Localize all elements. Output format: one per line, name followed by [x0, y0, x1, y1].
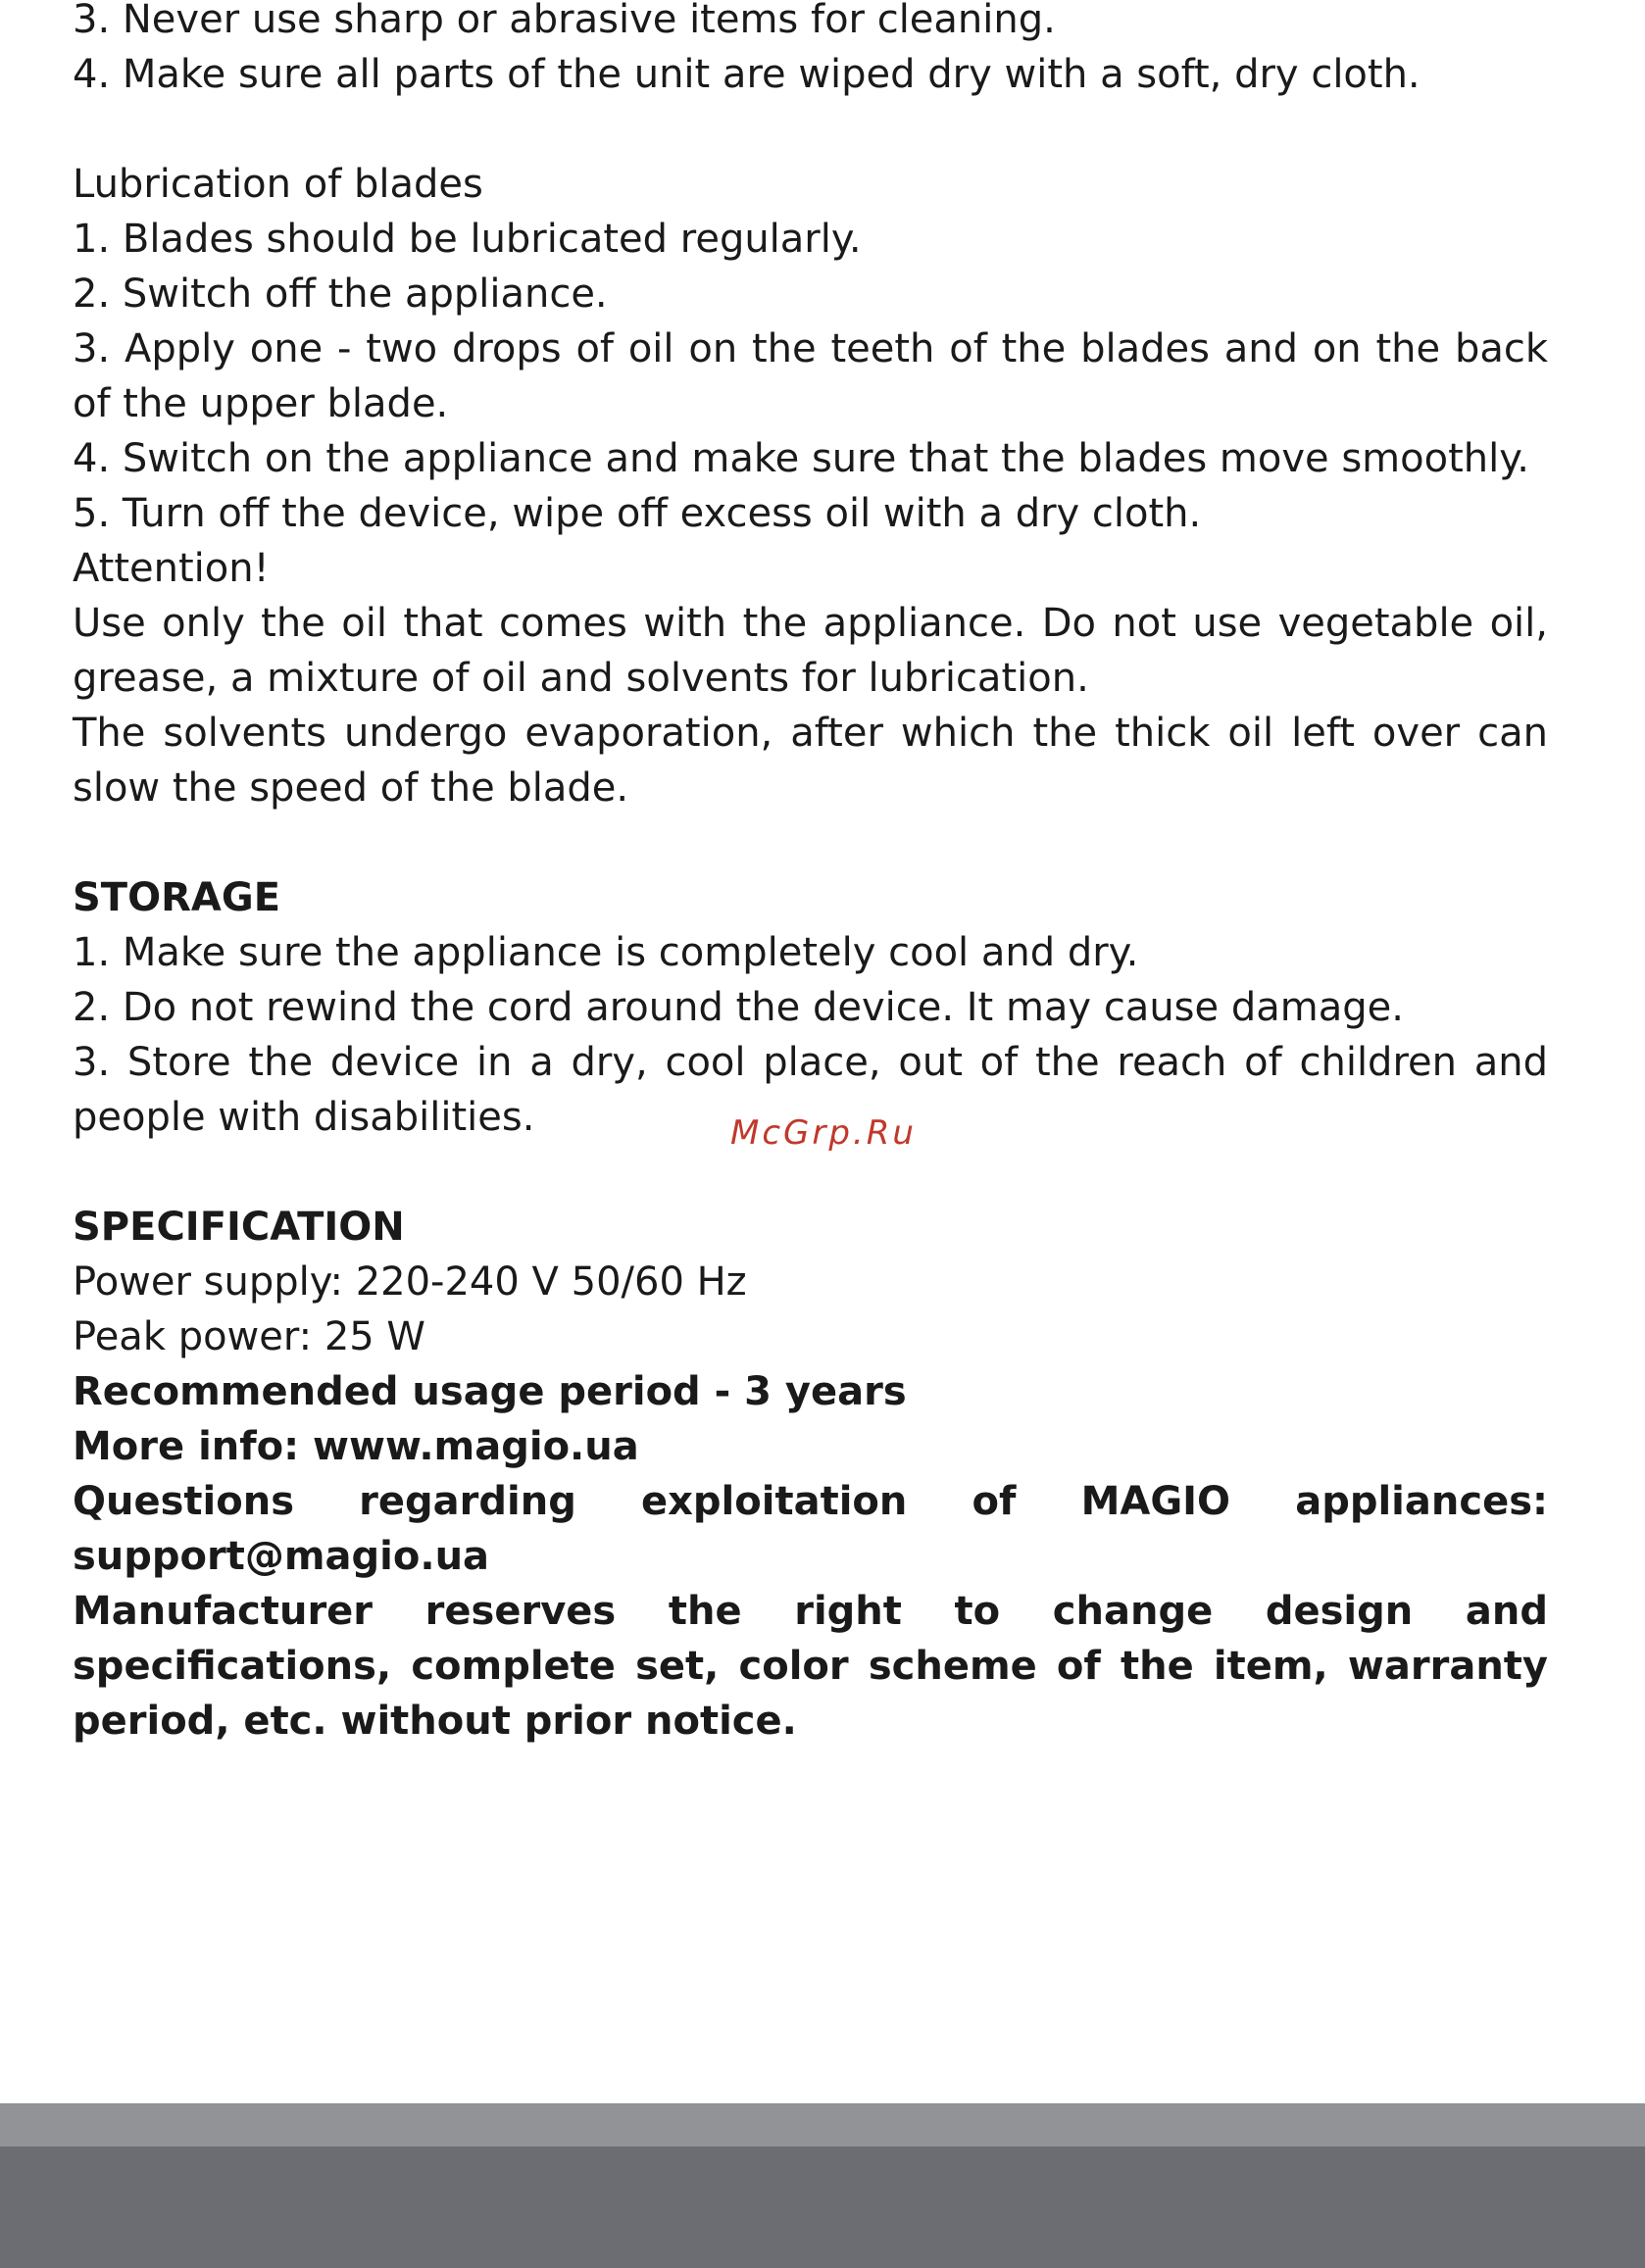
specification-heading: SPECIFICATION	[73, 1205, 405, 1250]
lubrication-item-1: 1. Blades should be lubricated regularly.	[73, 217, 862, 262]
lubrication-item-4: 4. Switch on the appliance and make sure that the blades move smoothly.	[73, 436, 1529, 481]
attention-label: Attention!	[73, 546, 270, 591]
cleaning-item-3: 3. Never use sharp or abrasive items for cleaning.	[73, 0, 1056, 42]
page-content	[73, 0, 1548, 1749]
more-info: More info: www.magio.ua	[73, 1424, 639, 1469]
spacer	[73, 815, 1548, 870]
watermark: McGrp.Ru	[730, 1113, 917, 1153]
cleaning-item-4: 4. Make sure all parts of the unit are wiped dry with a soft, dry cloth.	[73, 52, 1421, 97]
lubrication-note-2: The solvents undergo evaporation, after which the thick oil left over can slow the speed of the blade.	[73, 711, 1548, 811]
usage-period: Recommended usage period - 3 years	[73, 1369, 907, 1414]
lubrication-item-2: 2. Switch off the appliance.	[73, 271, 608, 317]
lubrication-note-1: Use only the oil that comes with the appliance. Do not use vegetable oil, grease, a mixture of oil and solvents for lubrication.	[73, 601, 1548, 701]
storage-item-2: 2. Do not rewind the cord around the device. It may cause damage.	[73, 985, 1404, 1030]
power-supply: Power supply: 220-240 V 50/60 Hz	[73, 1259, 747, 1305]
storage-item-1: 1. Make sure the appliance is completely cool and dry.	[73, 930, 1139, 975]
footer-band-dark	[0, 2146, 1645, 2268]
manufacturer-disclaimer: Manufacturer reserves the right to change design and specifications, complete set, color scheme of the item, warranty period, etc. without prior notice.	[73, 1589, 1548, 1744]
spacer	[73, 102, 1548, 157]
spacer	[73, 1145, 1548, 1200]
peak-power: Peak power: 25 W	[73, 1314, 425, 1359]
lubrication-heading: Lubrication of blades	[73, 162, 483, 207]
lubrication-item-3: 3. Apply one - two drops of oil on the teeth of the blades and on the back of the upper blade.	[73, 326, 1548, 426]
support-contact: Questions regarding exploitation of MAGIO appliances: support@magio.ua	[73, 1479, 1548, 1579]
storage-item-3: 3. Store the device in a dry, cool place, out of the reach of children and people with disabilities.	[73, 1040, 1548, 1140]
storage-heading: STORAGE	[73, 875, 281, 920]
footer-band-light	[0, 2103, 1645, 2146]
lubrication-item-5: 5. Turn off the device, wipe off excess oil with a dry cloth.	[73, 491, 1202, 536]
